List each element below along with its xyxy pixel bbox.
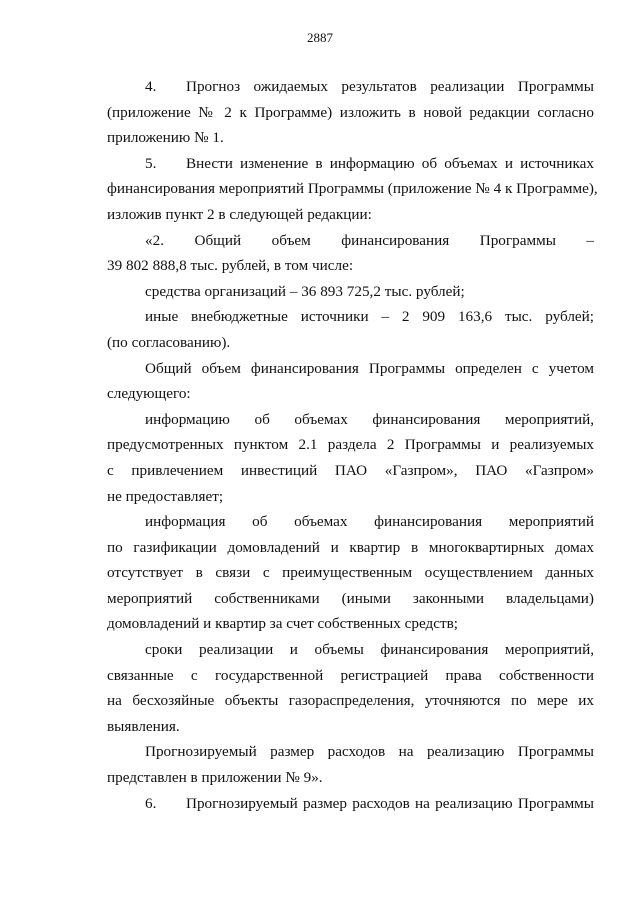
text-line — [107, 714, 594, 740]
text-line — [107, 663, 594, 689]
item-number: 4. — [145, 78, 157, 95]
line-text: Прогнозируемый размер расходов на реализацию Программы — [145, 743, 594, 761]
text-line — [107, 381, 594, 407]
line-text: изложив пункт 2 в следующей редакции: — [107, 205, 372, 223]
line-text: по газификации домовладений и квартир в многоквартирных домах — [107, 538, 594, 556]
text-line — [107, 688, 594, 714]
text-line — [107, 739, 594, 765]
text-line — [107, 202, 594, 228]
line-text: выявления. — [107, 717, 180, 735]
text-line — [107, 611, 594, 637]
line-text: Общий объем финансирования Программы определен с учетом — [145, 359, 594, 377]
line-text: сроки реализации и объемы финансирования мероприятий, — [145, 641, 594, 659]
line-text: «2. Общий объем финансирования Программы – — [145, 231, 594, 249]
text-line — [107, 484, 594, 510]
page-number: 2887 — [307, 30, 333, 45]
text-line — [107, 279, 594, 305]
line-text: информацию об объемах финансирования мероприятий, — [145, 410, 594, 428]
line-text: информация об объемах финансирования мероприятий — [145, 513, 594, 531]
item-number: 6. — [145, 794, 157, 812]
line-text: связанные с государственной регистрацией права собственности — [107, 666, 594, 684]
line-text: Прогноз ожидаемых результатов реализации Программы — [186, 78, 594, 95]
line-text: следующего: — [107, 385, 191, 403]
text-line — [107, 125, 594, 151]
line-text: иные внебюджетные источники – 2 909 163,6 тыс. рублей; — [145, 308, 594, 326]
line-text: финансирования мероприятий Программы (приложение № 4 к Программе), — [107, 180, 598, 198]
line-text: (приложение № 2 к Программе) изложить в новой редакции согласно — [107, 103, 594, 121]
line-text: не предоставляет; — [107, 487, 224, 505]
text-line — [107, 176, 598, 202]
text-line — [107, 765, 594, 791]
line-text: Прогнозируемый размер расходов на реализацию Программы — [186, 794, 594, 812]
text-line — [107, 407, 594, 433]
text-line — [107, 509, 594, 535]
line-text: мероприятий собственниками (иными законными владельцами) — [107, 589, 594, 607]
line-text: домовладений и квартир за счет собственных средств; — [107, 615, 459, 633]
text-line — [107, 432, 594, 458]
item-number: 5. — [145, 154, 157, 172]
line-text: приложению № 1. — [107, 129, 224, 147]
text-line — [107, 304, 594, 330]
line-text: отсутствует в связи с преимущественным осуществлением данных — [107, 564, 594, 582]
line-text: представлен в приложении № 9». — [107, 769, 323, 787]
line-text: с привлечением инвестиций ПАО «Газпром», ПАО «Газпром» — [107, 461, 594, 479]
text-line — [107, 535, 594, 561]
text-line — [107, 151, 594, 177]
line-text: на бесхозяйные объекты газораспределения, уточняются по мере их — [107, 692, 594, 710]
text-line — [107, 637, 594, 663]
line-text: средства организаций – 36 893 725,2 тыс. рублей; — [145, 282, 465, 300]
line-text: (по согласованию). — [107, 333, 231, 351]
text-line — [107, 586, 594, 612]
line-text: предусмотренных пунктом 2.1 раздела 2 Программы и реализуемых — [107, 436, 594, 454]
text-line — [107, 330, 594, 356]
text-line — [107, 228, 594, 254]
text-line — [107, 74, 594, 100]
text-line — [107, 100, 594, 126]
text-line — [107, 458, 594, 484]
line-text: Внести изменение в информацию об объемах и источниках — [186, 154, 594, 172]
document-body — [107, 74, 598, 816]
text-line — [107, 253, 594, 279]
text-line — [107, 791, 594, 817]
line-text: 39 802 888,8 тыс. рублей, в том числе: — [107, 257, 354, 275]
text-line — [107, 356, 594, 382]
text-line — [107, 560, 594, 586]
